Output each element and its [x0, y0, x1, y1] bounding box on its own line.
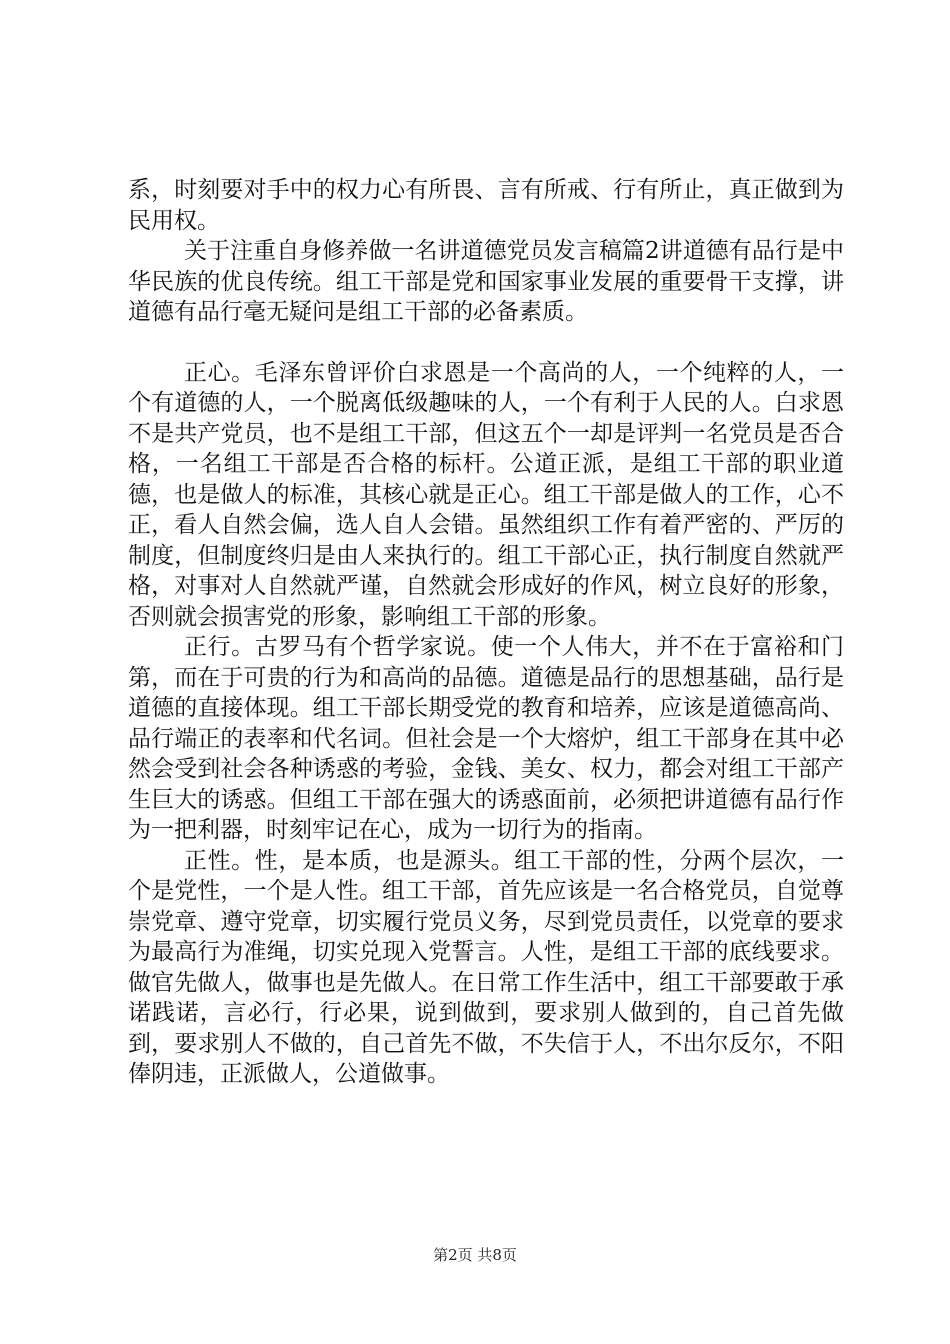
- paragraph-zhengxing-nature: 正性。性，是本质，也是源头。组工干部的性，分两个层次，一个是党性，一个是人性。组工干部，首先应该是一名合格党员，自觉尊崇党章、遵守党章，切实履行党员义务，尽到党员责任，以党章的要求为最高行为准绳，切实兑现入党誓言。人性，是组工干部的底线要求。做官先做人，做事也是先做人。在日常工作生活中，组工干部要敢于承诺践诺，言必行，行必果，说到做到，要求别人做到的，自己首先做到，要求别人不做的，自己首先不做，不失信于人，不出尔反尔，不阳俸阴违，正派做人，公道做事。: [128, 847, 844, 1087]
- paragraph-zhengxin: 正心。毛泽东曾评价白求恩是一个高尚的人，一个纯粹的人，一个有道德的人，一个脱离低级趣味的人，一个有利于人民的人。白求恩不是共产党员，也不是组工干部，但这五个一却是评判一名党员是否合格，一名组工干部是否合格的标杆。公道正派，是组工干部的职业道德，也是做人的标准，其核心就是正心。组工干部是做人的工作，心不正，看人自然会偏，选人自人会错。虽然组织工作有着严密的、严厉的制度，但制度终归是由人来执行的。组工干部心正，执行制度自然就严格，对事对人自然就严谨，自然就会形成好的作风，树立良好的形象，否则就会损害党的形象，影响组工干部的形象。: [128, 359, 844, 630]
- page-number-footer: 第2页 共8页: [433, 1246, 517, 1264]
- paragraph-zhengxing-conduct: 正行。古罗马有个哲学家说。使一个人伟大，并不在于富裕和门第，而在于可贵的行为和高尚的品德。道德是品行的思想基础，品行是道德的直接体现。组工干部长期受党的教育和培养，应该是道德高尚、品行端正的表率和代名词。但社会是一个大熔炉，组工干部身在其中必然会受到社会各种诱惑的考验，金钱、美女、权力，都会对组工干部产生巨大的诱惑。但组工干部在强大的诱惑面前，必须把讲道德有品行作为一把利器，时刻牢记在心，成为一切行为的指南。: [128, 634, 844, 843]
- paragraph-speech-intro: 关于注重自身修养做一名讲道德党员发言稿篇2讲道德有品行是中华民族的优良传统。组工干部是党和国家事业发展的重要骨干支撑，讲道德有品行毫无疑问是组工干部的必备素质。: [128, 238, 844, 325]
- paragraph-continuation: 系，时刻要对手中的权力心有所畏、言有所戒、行有所止，真正做到为民用权。: [128, 177, 844, 234]
- document-body: [128, 175, 844, 1090]
